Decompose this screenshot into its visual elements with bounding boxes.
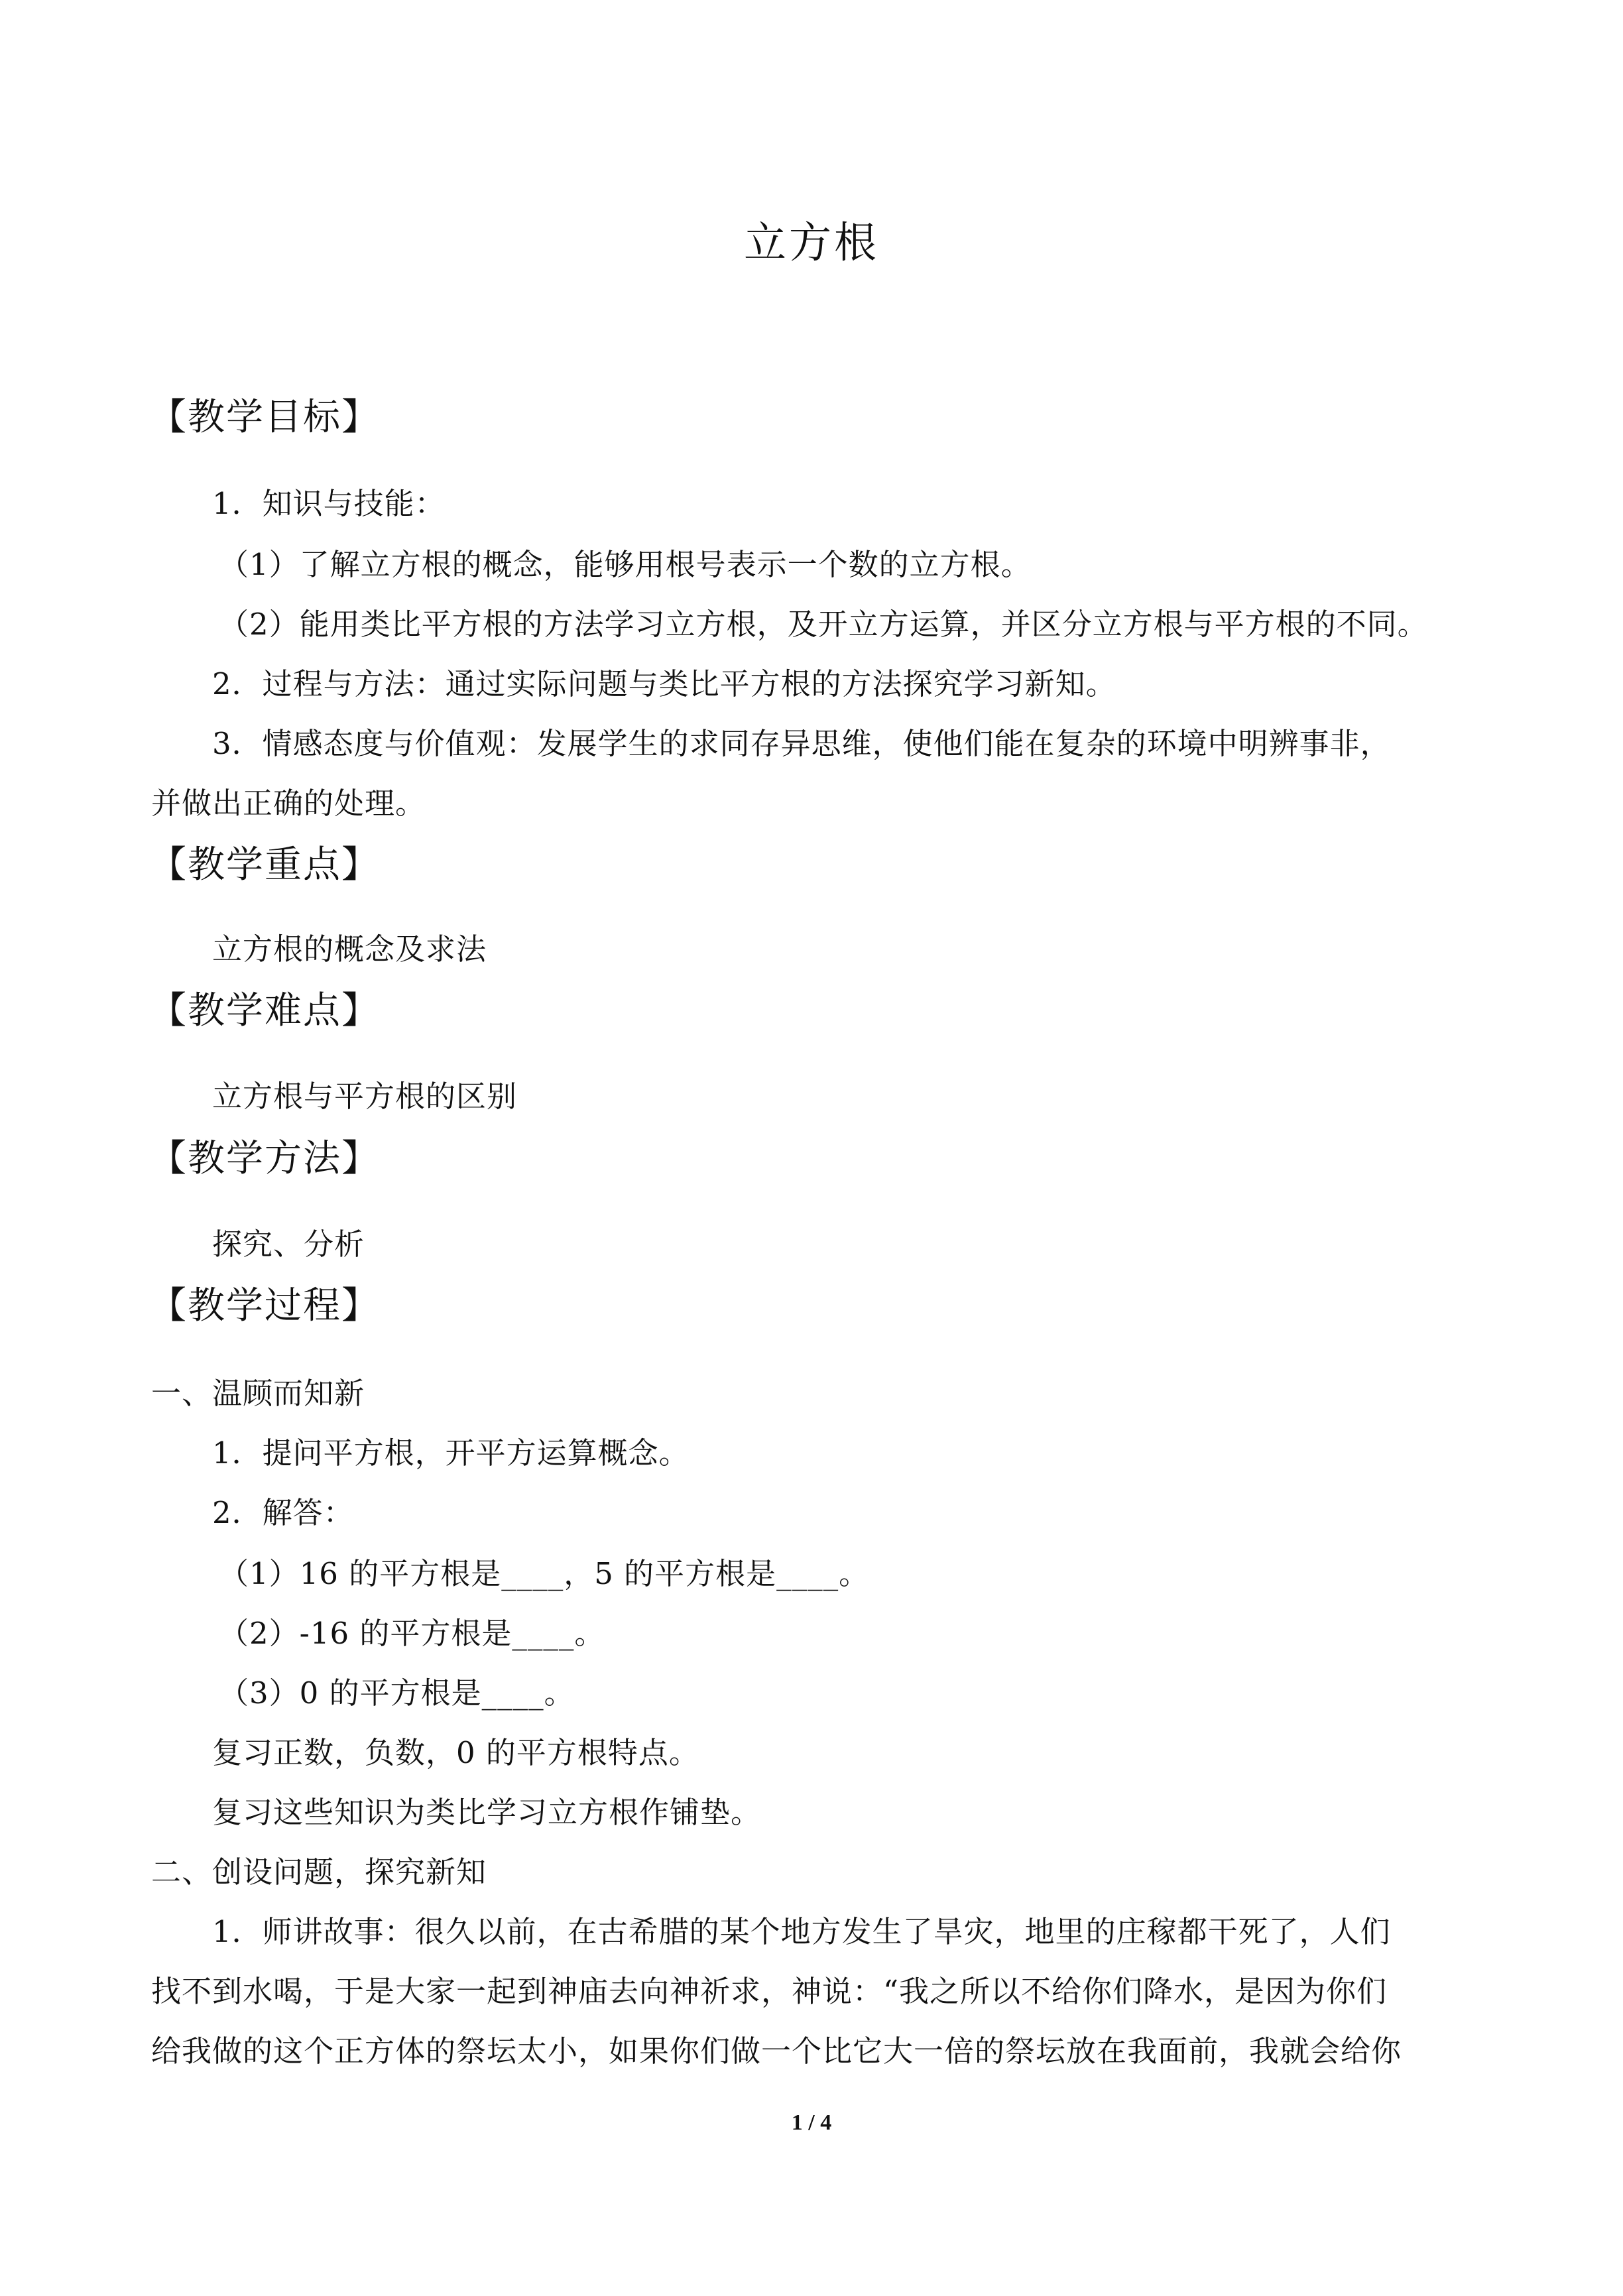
methods-text: 探究、分析 bbox=[212, 1227, 365, 1262]
objective-line: （1）了解立方根的概念，能够用根号表示一个数的立方根。 bbox=[219, 547, 1032, 582]
objective-line: 1．知识与技能： bbox=[212, 486, 446, 521]
process-line: 2．解答： bbox=[212, 1495, 354, 1530]
section-heading-process: 【教学过程】 bbox=[149, 1284, 380, 1327]
objective-line: 2．过程与方法：通过实际问题与类比平方根的方法探究学习新知。 bbox=[212, 666, 1116, 701]
section-heading-methods: 【教学方法】 bbox=[149, 1137, 380, 1180]
process-line: 1．提问平方根，开平方运算概念。 bbox=[212, 1435, 690, 1471]
objective-line: 并做出正确的处理。 bbox=[151, 786, 426, 821]
objective-line: 3．情感态度与价值观：发展学生的求同存异思维，使他们能在复杂的环境中明辨事非， bbox=[212, 726, 1391, 761]
key-points-text: 立方根的概念及求法 bbox=[212, 932, 487, 967]
process-line: （1）16 的平方根是____，5 的平方根是____。 bbox=[219, 1556, 870, 1591]
process-line: 给我做的这个正方体的祭坛太小，如果你们做一个比它大一倍的祭坛放在我面前，我就会给你 bbox=[151, 2033, 1402, 2069]
process-line: 1．师讲故事：很久以前，在古希腊的某个地方发生了旱灾，地里的庄稼都干死了，人们 bbox=[212, 1914, 1391, 1949]
process-part-title: 一、温顾而知新 bbox=[151, 1376, 365, 1411]
process-line: 复习这些知识为类比学习立方根作铺垫。 bbox=[212, 1795, 762, 1830]
section-heading-objectives: 【教学目标】 bbox=[149, 396, 380, 439]
process-part-title: 二、创设问题，探究新知 bbox=[151, 1854, 487, 1890]
process-line: （2）-16 的平方根是____。 bbox=[219, 1616, 605, 1651]
process-line: 找不到水喝，于是大家一起到神庙去向神祈求，神说：“我之所以不给你们降水，是因为你们 bbox=[151, 1974, 1388, 2009]
process-line: 复习正数，负数，0 的平方根特点。 bbox=[212, 1735, 699, 1770]
section-heading-key-points: 【教学重点】 bbox=[149, 843, 380, 886]
process-line: （3）0 的平方根是____。 bbox=[219, 1675, 575, 1711]
page-title: 立方根 bbox=[744, 219, 879, 268]
page-number: 1 / 4 bbox=[791, 2110, 832, 2135]
section-heading-difficulties: 【教学难点】 bbox=[149, 989, 380, 1032]
objective-line: （2）能用类比平方根的方法学习立方根，及开立方运算，并区分立方根与平方根的不同。 bbox=[219, 607, 1428, 642]
difficulties-text: 立方根与平方根的区别 bbox=[212, 1079, 518, 1114]
